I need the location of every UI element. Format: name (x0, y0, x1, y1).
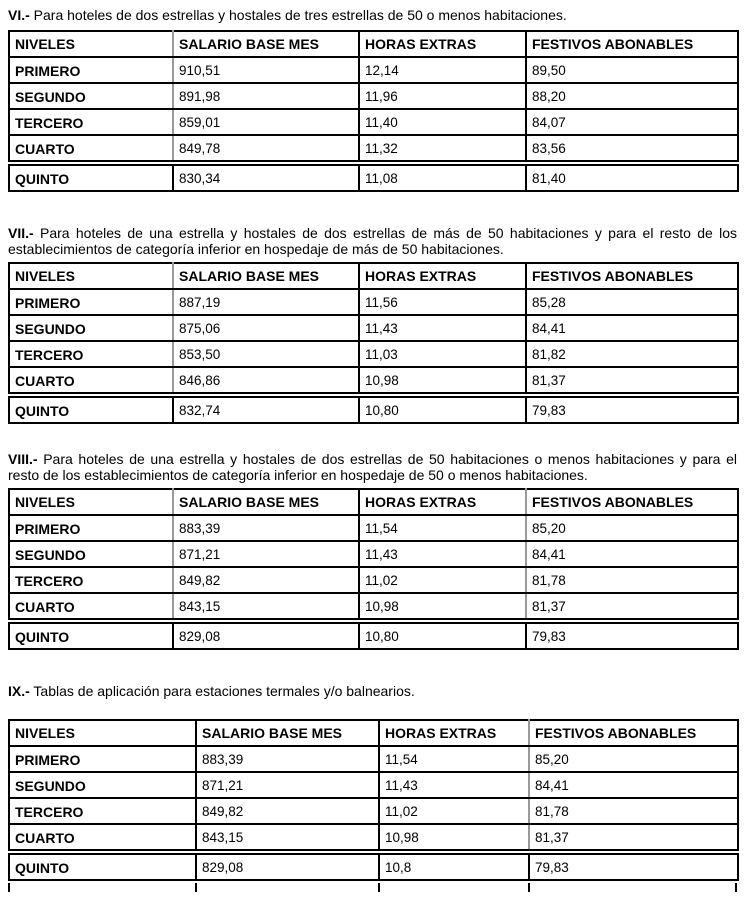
cell-horas-extras: 11,56 (359, 289, 526, 315)
cell-salario-base-mes: 832,74 (173, 397, 359, 423)
section-title (8, 7, 737, 23)
cell-nivel: SEGUNDO (9, 315, 173, 341)
table-row (9, 541, 738, 567)
cell-festivos-abonables: 81,37 (526, 593, 738, 619)
table-row (9, 341, 738, 367)
salary-table (8, 719, 739, 851)
table-header-row (9, 263, 738, 289)
section-number: VI.- (8, 7, 30, 23)
column-header-horas-extras: HORAS EXTRAS (379, 720, 529, 746)
salary-table-last-row-box (8, 164, 739, 192)
table-row (9, 397, 738, 423)
cell-festivos-abonables: 84,07 (526, 109, 738, 135)
table-row (9, 135, 738, 161)
column-header-festivos-abonables: FESTIVOS ABONABLES (526, 263, 738, 289)
cell-horas-extras: 11,08 (359, 165, 526, 191)
cell-horas-extras: 12,14 (359, 57, 526, 83)
salary-table-last-row-box (8, 853, 739, 881)
cell-horas-extras: 11,32 (359, 135, 526, 161)
cell-festivos-abonables: 88,20 (526, 83, 738, 109)
cell-festivos-abonables: 81,78 (526, 567, 738, 593)
cell-nivel: QUINTO (9, 165, 173, 191)
cut-off-next-row (8, 883, 737, 892)
cell-nivel: CUARTO (9, 593, 173, 619)
column-header-horas-extras: HORAS EXTRAS (359, 489, 526, 515)
table-row (9, 367, 738, 393)
cell-horas-extras: 11,02 (379, 798, 529, 824)
cell-horas-extras: 10,80 (359, 623, 526, 649)
table-row (9, 315, 738, 341)
cell-salario-base-mes: 846,86 (173, 367, 359, 393)
column-header-festivos-abonables: FESTIVOS ABONABLES (526, 31, 738, 57)
cell-nivel: TERCERO (9, 567, 173, 593)
table-row (9, 109, 738, 135)
column-header-salario-base-mes: SALARIO BASE MES (173, 31, 359, 57)
cell-nivel: TERCERO (9, 798, 196, 824)
cell-horas-extras: 11,43 (379, 772, 529, 798)
table-row (9, 798, 738, 824)
cell-nivel: SEGUNDO (9, 83, 173, 109)
column-header-niveles: NIVELES (9, 720, 196, 746)
cell-nivel: PRIMERO (9, 515, 173, 541)
cell-horas-extras: 10,98 (359, 593, 526, 619)
column-header-festivos-abonables: FESTIVOS ABONABLES (529, 720, 738, 746)
cell-horas-extras: 11,54 (379, 746, 529, 772)
section-title (8, 683, 737, 699)
cell-nivel: TERCERO (9, 109, 173, 135)
cell-nivel: PRIMERO (9, 746, 196, 772)
cell-nivel: CUARTO (9, 135, 173, 161)
cell-salario-base-mes: 830,34 (173, 165, 359, 191)
cell-salario-base-mes: 883,39 (173, 515, 359, 541)
section-title-text: Para hoteles de dos estrellas y hostales de tres estrellas de 50 o menos habitaciones. (33, 7, 567, 23)
cell-horas-extras: 10,98 (359, 367, 526, 393)
salary-table (8, 488, 739, 620)
table-row (9, 567, 738, 593)
section-title (8, 451, 737, 483)
table-row (9, 824, 738, 850)
table-row (9, 593, 738, 619)
cell-nivel: SEGUNDO (9, 541, 173, 567)
column-header-horas-extras: HORAS EXTRAS (359, 263, 526, 289)
table-header-row (9, 31, 738, 57)
salary-table (8, 262, 739, 394)
table-row (9, 83, 738, 109)
cell-horas-extras: 11,96 (359, 83, 526, 109)
cell-nivel: TERCERO (9, 341, 173, 367)
cell-salario-base-mes: 887,19 (173, 289, 359, 315)
cell-horas-extras: 10,8 (379, 854, 529, 880)
cell-salario-base-mes: 829,08 (173, 623, 359, 649)
cell-horas-extras: 10,98 (379, 824, 529, 850)
table-header-row (9, 720, 738, 746)
column-header-salario-base-mes: SALARIO BASE MES (173, 263, 359, 289)
cell-salario-base-mes: 843,15 (173, 593, 359, 619)
table-row (9, 515, 738, 541)
column-header-niveles: NIVELES (9, 263, 173, 289)
section-number: VIII.- (8, 451, 38, 467)
section-number: IX.- (8, 683, 30, 699)
cell-festivos-abonables: 81,78 (529, 798, 738, 824)
cell-horas-extras: 11,40 (359, 109, 526, 135)
cell-festivos-abonables: 85,20 (529, 746, 738, 772)
cell-salario-base-mes: 875,06 (173, 315, 359, 341)
salary-table (8, 30, 739, 162)
cell-salario-base-mes: 853,50 (173, 341, 359, 367)
section-number: VII.- (8, 225, 34, 241)
cell-festivos-abonables: 84,41 (526, 315, 738, 341)
column-header-niveles: NIVELES (9, 31, 173, 57)
cell-nivel: QUINTO (9, 854, 196, 880)
cell-festivos-abonables: 79,83 (535, 860, 569, 875)
salary-table-last-row-box (8, 622, 739, 650)
cell-salario-base-mes: 859,01 (173, 109, 359, 135)
cell-salario-base-mes: 871,21 (196, 772, 379, 798)
cell-salario-base-mes: 849,82 (196, 798, 379, 824)
cell-festivos-abonables: 84,41 (526, 541, 738, 567)
table-row (9, 854, 738, 880)
column-header-horas-extras: HORAS EXTRAS (359, 31, 526, 57)
cell-festivos-abonables: 84,41 (529, 772, 738, 798)
section-title-text: Para hoteles de una estrella y hostales de dos estrellas de más de 50 habitaciones y para el resto de los establecimientos de categoría inferior en hospedaje de más de 50 habitaciones. (8, 225, 737, 257)
cell-horas-extras: 11,54 (359, 515, 526, 541)
cell-nivel: PRIMERO (9, 289, 173, 315)
cell-salario-base-mes: 829,08 (196, 854, 379, 880)
cell-salario-base-mes: 849,82 (173, 567, 359, 593)
cell-nivel: QUINTO (9, 623, 173, 649)
cell-nivel: CUARTO (9, 824, 196, 850)
cut-off-cell-border (195, 883, 378, 892)
column-header-niveles: NIVELES (9, 489, 173, 515)
cell-nivel: SEGUNDO (9, 772, 196, 798)
cut-off-cell-border (8, 883, 195, 892)
cell-nivel: CUARTO (9, 367, 173, 393)
cell-festivos-abonables: 79,83 (532, 403, 566, 418)
cell-salario-base-mes: 891,98 (173, 83, 359, 109)
cell-horas-extras: 11,02 (359, 567, 526, 593)
cut-off-cell-border (528, 883, 737, 892)
cell-festivos-abonables: 81,37 (526, 367, 738, 393)
tariff-section (8, 7, 737, 192)
table-row (9, 289, 738, 315)
cell-salario-base-mes: 849,78 (173, 135, 359, 161)
cell-festivos-abonables: 85,20 (526, 515, 738, 541)
cell-salario-base-mes: 843,15 (196, 824, 379, 850)
table-row (9, 772, 738, 798)
tariff-section (8, 683, 737, 892)
cell-horas-extras: 10,80 (359, 397, 526, 423)
column-header-festivos-abonables: FESTIVOS ABONABLES (526, 489, 738, 515)
cell-horas-extras: 11,03 (359, 341, 526, 367)
section-title-text: Tablas de aplicación para estaciones termales y/o balnearios. (33, 683, 415, 699)
cell-festivos-abonables: 81,82 (526, 341, 738, 367)
section-title (8, 225, 737, 257)
column-header-salario-base-mes: SALARIO BASE MES (196, 720, 379, 746)
cell-salario-base-mes: 910,51 (173, 57, 359, 83)
cell-festivos-abonables: 83,56 (526, 135, 738, 161)
cell-festivos-abonables: 81,40 (532, 171, 566, 186)
section-title-text: Para hoteles de una estrella y hostales de dos estrellas de 50 habitaciones o menos habitaciones y para el resto de los establecimientos de categoría inferior en hospedaje de 50 o menos habitaciones. (8, 451, 737, 483)
table-row (9, 165, 738, 191)
cell-nivel: QUINTO (9, 397, 173, 423)
salary-table-last-row-box (8, 396, 739, 424)
cell-festivos-abonables: 79,83 (532, 629, 566, 644)
cell-festivos-abonables: 89,50 (526, 57, 738, 83)
cell-horas-extras: 11,43 (359, 315, 526, 341)
table-row (9, 57, 738, 83)
cell-salario-base-mes: 871,21 (173, 541, 359, 567)
cut-off-cell-border (378, 883, 528, 892)
column-header-salario-base-mes: SALARIO BASE MES (173, 489, 359, 515)
table-row (9, 746, 738, 772)
cell-festivos-abonables: 81,37 (529, 824, 738, 850)
cell-salario-base-mes: 883,39 (196, 746, 379, 772)
table-header-row (9, 489, 738, 515)
cell-horas-extras: 11,43 (359, 541, 526, 567)
table-row (9, 623, 738, 649)
tariff-section (8, 451, 737, 650)
cell-nivel: PRIMERO (9, 57, 173, 83)
cell-festivos-abonables: 85,28 (526, 289, 738, 315)
tariff-section (8, 225, 737, 424)
